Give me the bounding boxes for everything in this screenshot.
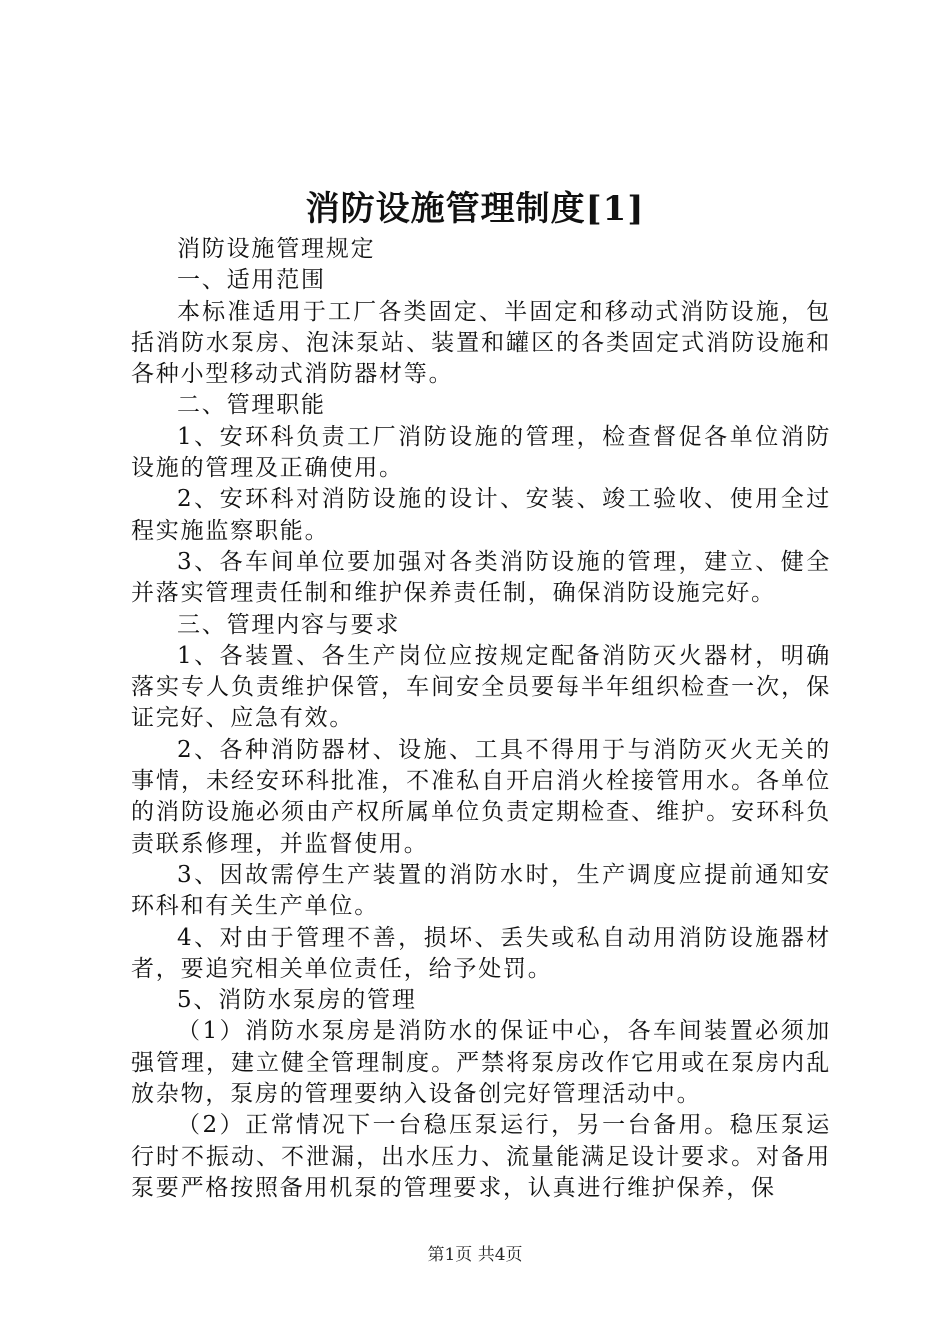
paragraph-duty-3: 3、各车间单位要加强对各类消防设施的管理，建立、健全并落实管理责任制和维护保养责任制，确保消防设施完好。 bbox=[131, 548, 831, 607]
paragraph-pump-room-1: （1）消防水泵房是消防水的保证中心，各车间装置必须加强管理，建立健全管理制度。严禁将泵房改作它用或在泵房内乱放杂物，泵房的管理要纳入设备创完好管理活动中。 bbox=[131, 1018, 831, 1108]
paragraph-duty-2: 2、安环科对消防设施的设计、安装、竣工验收、使用全过程实施监察职能。 bbox=[131, 486, 831, 544]
paragraph-pump-room-2: （2）正常情况下一台稳压泵运行，另一台备用。稳压泵运行时不振动、不泄漏，出水压力、流量能满足设计要求。对备用泵要严格按照备用机泵的管理要求，认真进行维护保养，保 bbox=[131, 1112, 831, 1201]
document-body bbox=[131, 234, 831, 1204]
section-heading-requirements: 三、管理内容与要求 bbox=[177, 611, 401, 638]
paragraph-duty-1: 1、安环科负责工厂消防设施的管理，检查督促各单位消防设施的管理及正确使用。 bbox=[131, 423, 831, 482]
page-footer: 第1页 共4页 bbox=[427, 1245, 523, 1265]
section-heading-scope: 一、适用范围 bbox=[177, 267, 326, 294]
paragraph-requirement-5: 5、消防水泵房的管理 bbox=[177, 987, 417, 1014]
paragraph-requirement-2: 2、各种消防器材、设施、工具不得用于与消防灭火无关的事情，未经安环科批准，不准私自开启消火栓接管用水。各单位的消防设施必须由产权所属单位负责定期检查、维护。安环科负责联系修理，并监督使用。 bbox=[131, 736, 831, 857]
paragraph-requirement-3: 3、因故需停生产装置的消防水时，生产调度应提前通知安环科和有关生产单位。 bbox=[131, 861, 831, 920]
paragraph-requirement-4: 4、对由于管理不善，损坏、丢失或私自动用消防设施器材者，要追究相关单位责任，给予处罚。 bbox=[131, 924, 831, 982]
document-title: 消防设施管理制度[1] bbox=[305, 189, 645, 229]
paragraph-requirement-1: 1、各装置、各生产岗位应按规定配备消防灭火器材，明确落实专人负责维护保管，车间安全员要每半年组织检查一次，保证完好、应急有效。 bbox=[131, 642, 831, 732]
paragraph-subtitle: 消防设施管理规定 bbox=[177, 236, 376, 262]
paragraph-scope: 本标准适用于工厂各类固定、半固定和移动式消防设施，包括消防水泵房、泡沫泵站、装置和罐区的各类固定式消防设施和各种小型移动式消防器材等。 bbox=[131, 298, 831, 388]
section-heading-duties: 二、管理职能 bbox=[177, 392, 326, 419]
